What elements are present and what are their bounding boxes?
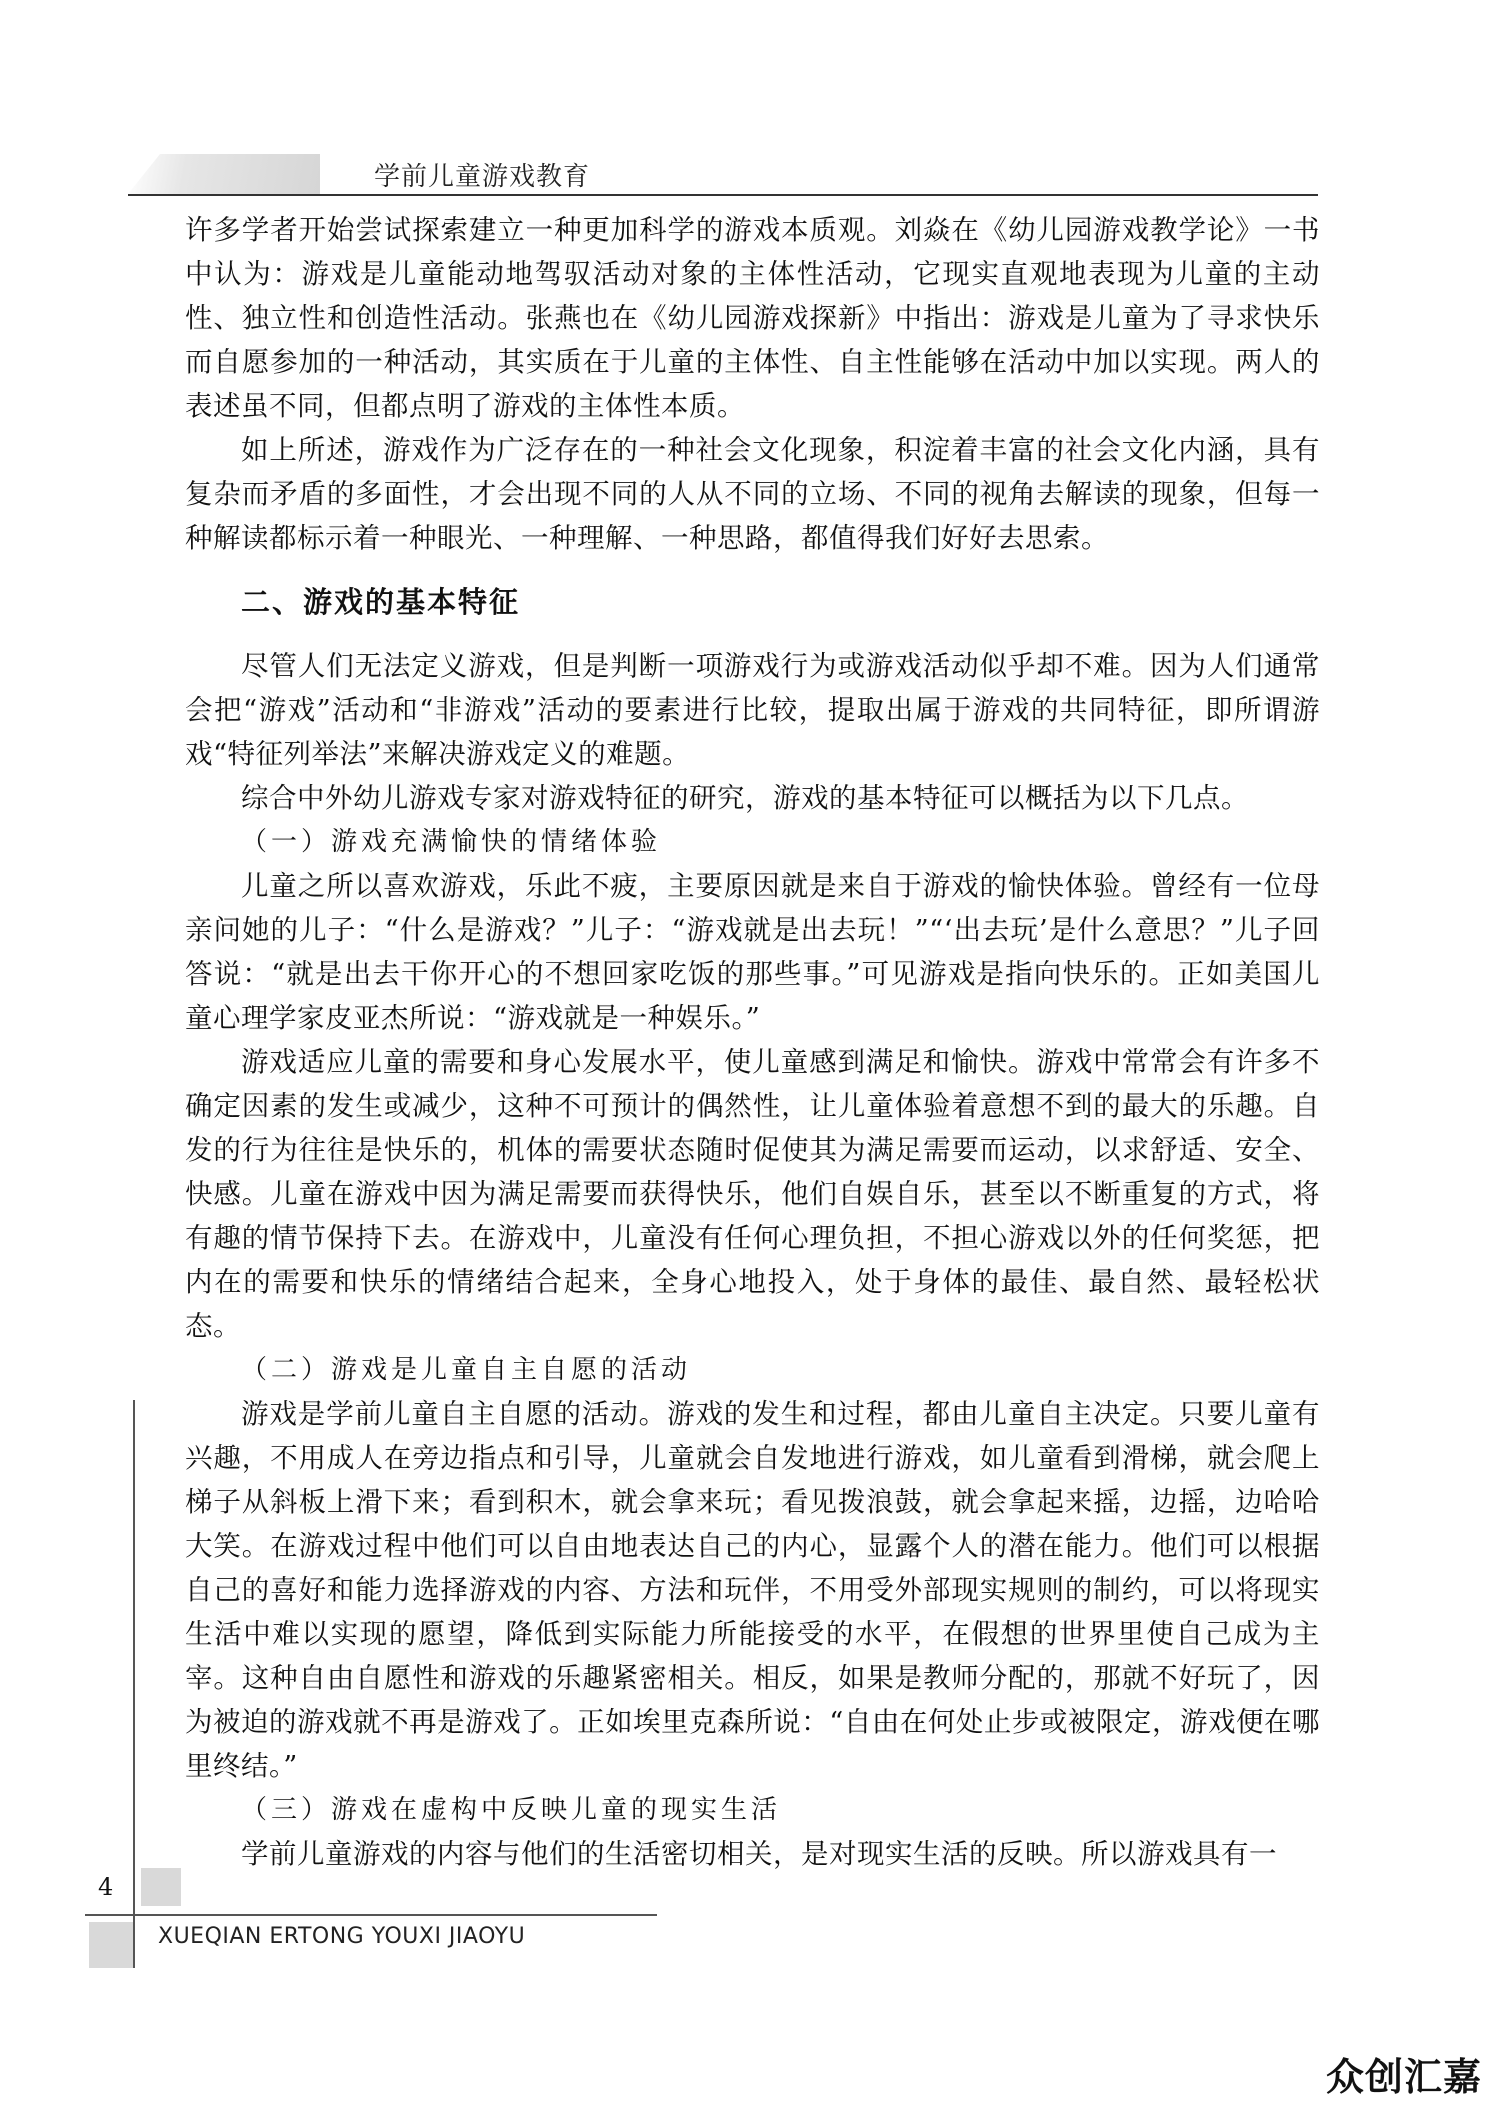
paragraph: 儿童之所以喜欢游戏，乐此不疲，主要原因就是来自于游戏的愉快体验。曾经有一位母亲问她的儿子：“什么是游戏？”儿子：“游戏就是出去玩！”“‘出去玩’是什么意思？”儿子回答说：“就是出去干你开心的不想回家吃饭的那些事。”可见游戏是指向快乐的。正如美国儿童心理学家皮亚杰所说：“游戏就是一种娱乐。” bbox=[185, 870, 1320, 1034]
footer-series-title: XUEQIAN ERTONG YOUXI JIAOYU bbox=[158, 1924, 526, 1949]
subsection-heading: （二）游戏是儿童自主自愿的活动 bbox=[241, 1355, 692, 1385]
footer-rule bbox=[85, 1914, 657, 1916]
header-rule bbox=[128, 194, 1318, 196]
subsection-heading: （一）游戏充满愉快的情绪体验 bbox=[241, 827, 662, 857]
paragraph: 如上所述，游戏作为广泛存在的一种社会文化现象，积淀着丰富的社会文化内涵，具有复杂而矛盾的多面性，才会出现不同的人从不同的立场、不同的视角去解读的现象，但每一种解读都标示着一种眼光、一种理解、一种思路，都值得我们好好去思索。 bbox=[185, 434, 1320, 554]
page-body bbox=[185, 208, 1320, 1876]
subsection-heading: （三）游戏在虚构中反映儿童的现实生活 bbox=[241, 1795, 782, 1825]
paragraph: 学前儿童游戏的内容与他们的生活密切相关，是对现实生活的反映。所以游戏具有一 bbox=[241, 1838, 1277, 1870]
paragraph: 综合中外幼儿游戏专家对游戏特征的研究，游戏的基本特征可以概括为以下几点。 bbox=[241, 782, 1249, 814]
watermark-text: 众创汇嘉 bbox=[1326, 2055, 1483, 2099]
running-header-title: 学前儿童游戏教育 bbox=[374, 162, 591, 192]
footer-vertical-rule bbox=[133, 1400, 135, 1968]
paragraph: 尽管人们无法定义游戏，但是判断一项游戏行为或游戏活动似乎却不难。因为人们通常会把“游戏”活动和“非游戏”活动的要素进行比较，提取出属于游戏的共同特征，即所谓游戏“特征列举法”来解决游戏定义的难题。 bbox=[185, 650, 1320, 770]
footer-decoration bbox=[141, 1868, 181, 1906]
footer-decoration bbox=[89, 1922, 133, 1968]
paragraph: 游戏是学前儿童自主自愿的活动。游戏的发生和过程，都由儿童自主决定。只要儿童有兴趣，不用成人在旁边指点和引导，儿童就会自发地进行游戏，如儿童看到滑梯，就会爬上梯子从斜板上滑下来；看到积木，就会拿来玩；看见拨浪鼓，就会拿起来摇，边摇，边哈哈大笑。在游戏过程中他们可以自由地表达自己的内心，显露个人的潜在能力。他们可以根据自己的喜好和能力选择游戏的内容、方法和玩伴，不用受外部现实规则的制约，可以将现实生活中难以实现的愿望，降低到实际能力所能接受的水平，在假想的世界里使自己成为主宰。这种自由自愿性和游戏的乐趣紧密相关。相反，如果是教师分配的，那就不好玩了，因为被迫的游戏就不再是游戏了。正如埃里克森所说：“自由在何处止步或被限定，游戏便在哪里终结。” bbox=[185, 1398, 1320, 1782]
paragraph: 许多学者开始尝试探索建立一种更加科学的游戏本质观。刘焱在《幼儿园游戏教学论》一书中认为：游戏是儿童能动地驾驭活动对象的主体性活动，它现实直观地表现为儿童的主动性、独立性和创造性活动。张燕也在《幼儿园游戏探新》中指出：游戏是儿童为了寻求快乐而自愿参加的一种活动，其实质在于儿童的主体性、自主性能够在活动中加以实现。两人的表述虽不同，但都点明了游戏的主体性本质。 bbox=[185, 214, 1320, 422]
paragraph: 游戏适应儿童的需要和身心发展水平，使儿童感到满足和愉快。游戏中常常会有许多不确定因素的发生或减少，这种不可预计的偶然性，让儿童体验着意想不到的最大的乐趣。自发的行为往往是快乐的，机体的需要状态随时促使其为满足需要而运动，以求舒适、安全、快感。儿童在游戏中因为满足需要而获得快乐，他们自娱自乐，甚至以不断重复的方式，将有趣的情节保持下去。在游戏中，儿童没有任何心理负担，不担心游戏以外的任何奖惩，把内在的需要和快乐的情绪结合起来，全身心地投入，处于身体的最佳、最自然、最轻松状态。 bbox=[185, 1046, 1320, 1342]
header-decoration bbox=[128, 154, 320, 194]
section-heading: 二、游戏的基本特征 bbox=[241, 585, 521, 619]
page-number: 4 bbox=[98, 1873, 114, 1901]
